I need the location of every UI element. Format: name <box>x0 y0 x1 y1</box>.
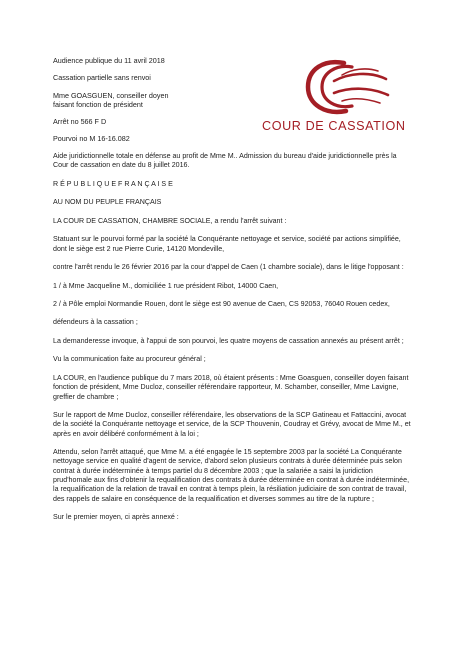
hearing-paragraph: LA COUR, en l'audience publique du 7 mars 2018, où étaient présents : Mme Goasguen, conseiller doyen faisant fonction de président, Mme Ducloz, conseiller référendaire rapporteur, M. Schamber, conseiller, Mme Lavigne, greffier de chambre ; <box>53 373 409 401</box>
case-header <box>53 56 203 151</box>
cour-de-cassation-logo <box>262 57 430 139</box>
appealed-decision-paragraph: contre l'arrêt rendu le 26 février 2016 par la cour d'appel de Caen (1 chambre sociale), dans le litige l'opposant : <box>53 263 404 272</box>
appellant-paragraph: Statuant sur le pourvoi formé par la société la Conquérante nettoyage et service, société par actions simplifiée, dont le siège est 2 rue Pierre Curie, 14120 Mondeville, <box>53 235 401 253</box>
decision-type: Cassation partielle sans renvoi <box>53 73 151 83</box>
cour-de-cassation-emblem-icon <box>294 57 398 117</box>
report-paragraph: Sur le rapport de Mme Ducloz, conseiller référendaire, les observations de la SCP Gatineau et Fattaccini, avocat de la société la Conquérante nettoyage et service, de la SCP Thouvenin, Coudray et Grévy, avocat de Mme M., et après en avoir délibéré conformément à la loi ; <box>53 411 411 438</box>
logo-wordmark: COUR DE CASSATION <box>262 119 406 133</box>
respondents-paragraph: défendeurs à la cassation ; <box>53 318 138 327</box>
court-chamber-paragraph: LA COUR DE CASSATION, CHAMBRE SOCIALE, a rendu l'arrêt suivant : <box>53 216 287 225</box>
prosecutor-paragraph: Vu la communication faite au procureur général ; <box>53 355 206 364</box>
presiding-judge-role: faisant fonction de président <box>53 99 143 109</box>
republic-heading: R É P U B L I Q U E F R A N Ç A I S E <box>53 179 173 188</box>
facts-paragraph: Attendu, selon l'arrêt attaqué, que Mme M. a été engagée le 15 septembre 2003 par la société La Conquérante nettoyage service en qualité d'agent de service, d'abord selon plusieurs contrats à durée déterminée puis selon contrat à durée indéterminée à temps partiel du 8 décembre 2003 ; que la salariée a saisi la juridiction prud'homale aux fins d'obtenir la requalification des contrats à durée déterminée en contrat à durée indéterminée, la requalification de la relation de travail en contrat à temps plein, la résiliation judiciaire de son contrat de travail, des rappels de salaire en conséquence de la requalification et diverses sommes au titre de la rupture ; <box>53 448 410 503</box>
first-ground-paragraph: Sur le premier moyen, ci après annexé : <box>53 513 179 522</box>
judgment-number: Arrêt no 566 F D <box>53 116 107 126</box>
grounds-paragraph: La demanderesse invoque, à l'appui de son pourvoi, les quatre moyens de cassation annexés au présent arrêt ; <box>53 336 404 345</box>
people-heading: AU NOM DU PEUPLE FRANÇAIS <box>53 198 162 207</box>
presiding-judge-name: Mme GOASGUEN, conseiller doyen <box>53 90 169 100</box>
hearing-date: Audience publique du 11 avril 2018 <box>53 56 165 65</box>
judgment-body <box>53 152 411 532</box>
appeal-number: Pourvoi no M 16-16.082 <box>53 134 130 144</box>
respondent-2-paragraph: 2 / à Pôle emploi Normandie Rouen, dont le siège est 90 avenue de Caen, CS 92053, 76040 Rouen cedex, <box>53 299 390 308</box>
respondent-1-paragraph: 1 / à Mme Jacqueline M., domiciliée 1 rue président Ribot, 14000 Caen, <box>53 281 279 290</box>
presiding-judge <box>53 91 203 109</box>
legal-aid-paragraph: Aide juridictionnelle totale en défense au profit de Mme M.. Admission du bureau d'aide juridictionnelle près la Cour de cassation en date du 8 juillet 2016. <box>53 152 397 170</box>
